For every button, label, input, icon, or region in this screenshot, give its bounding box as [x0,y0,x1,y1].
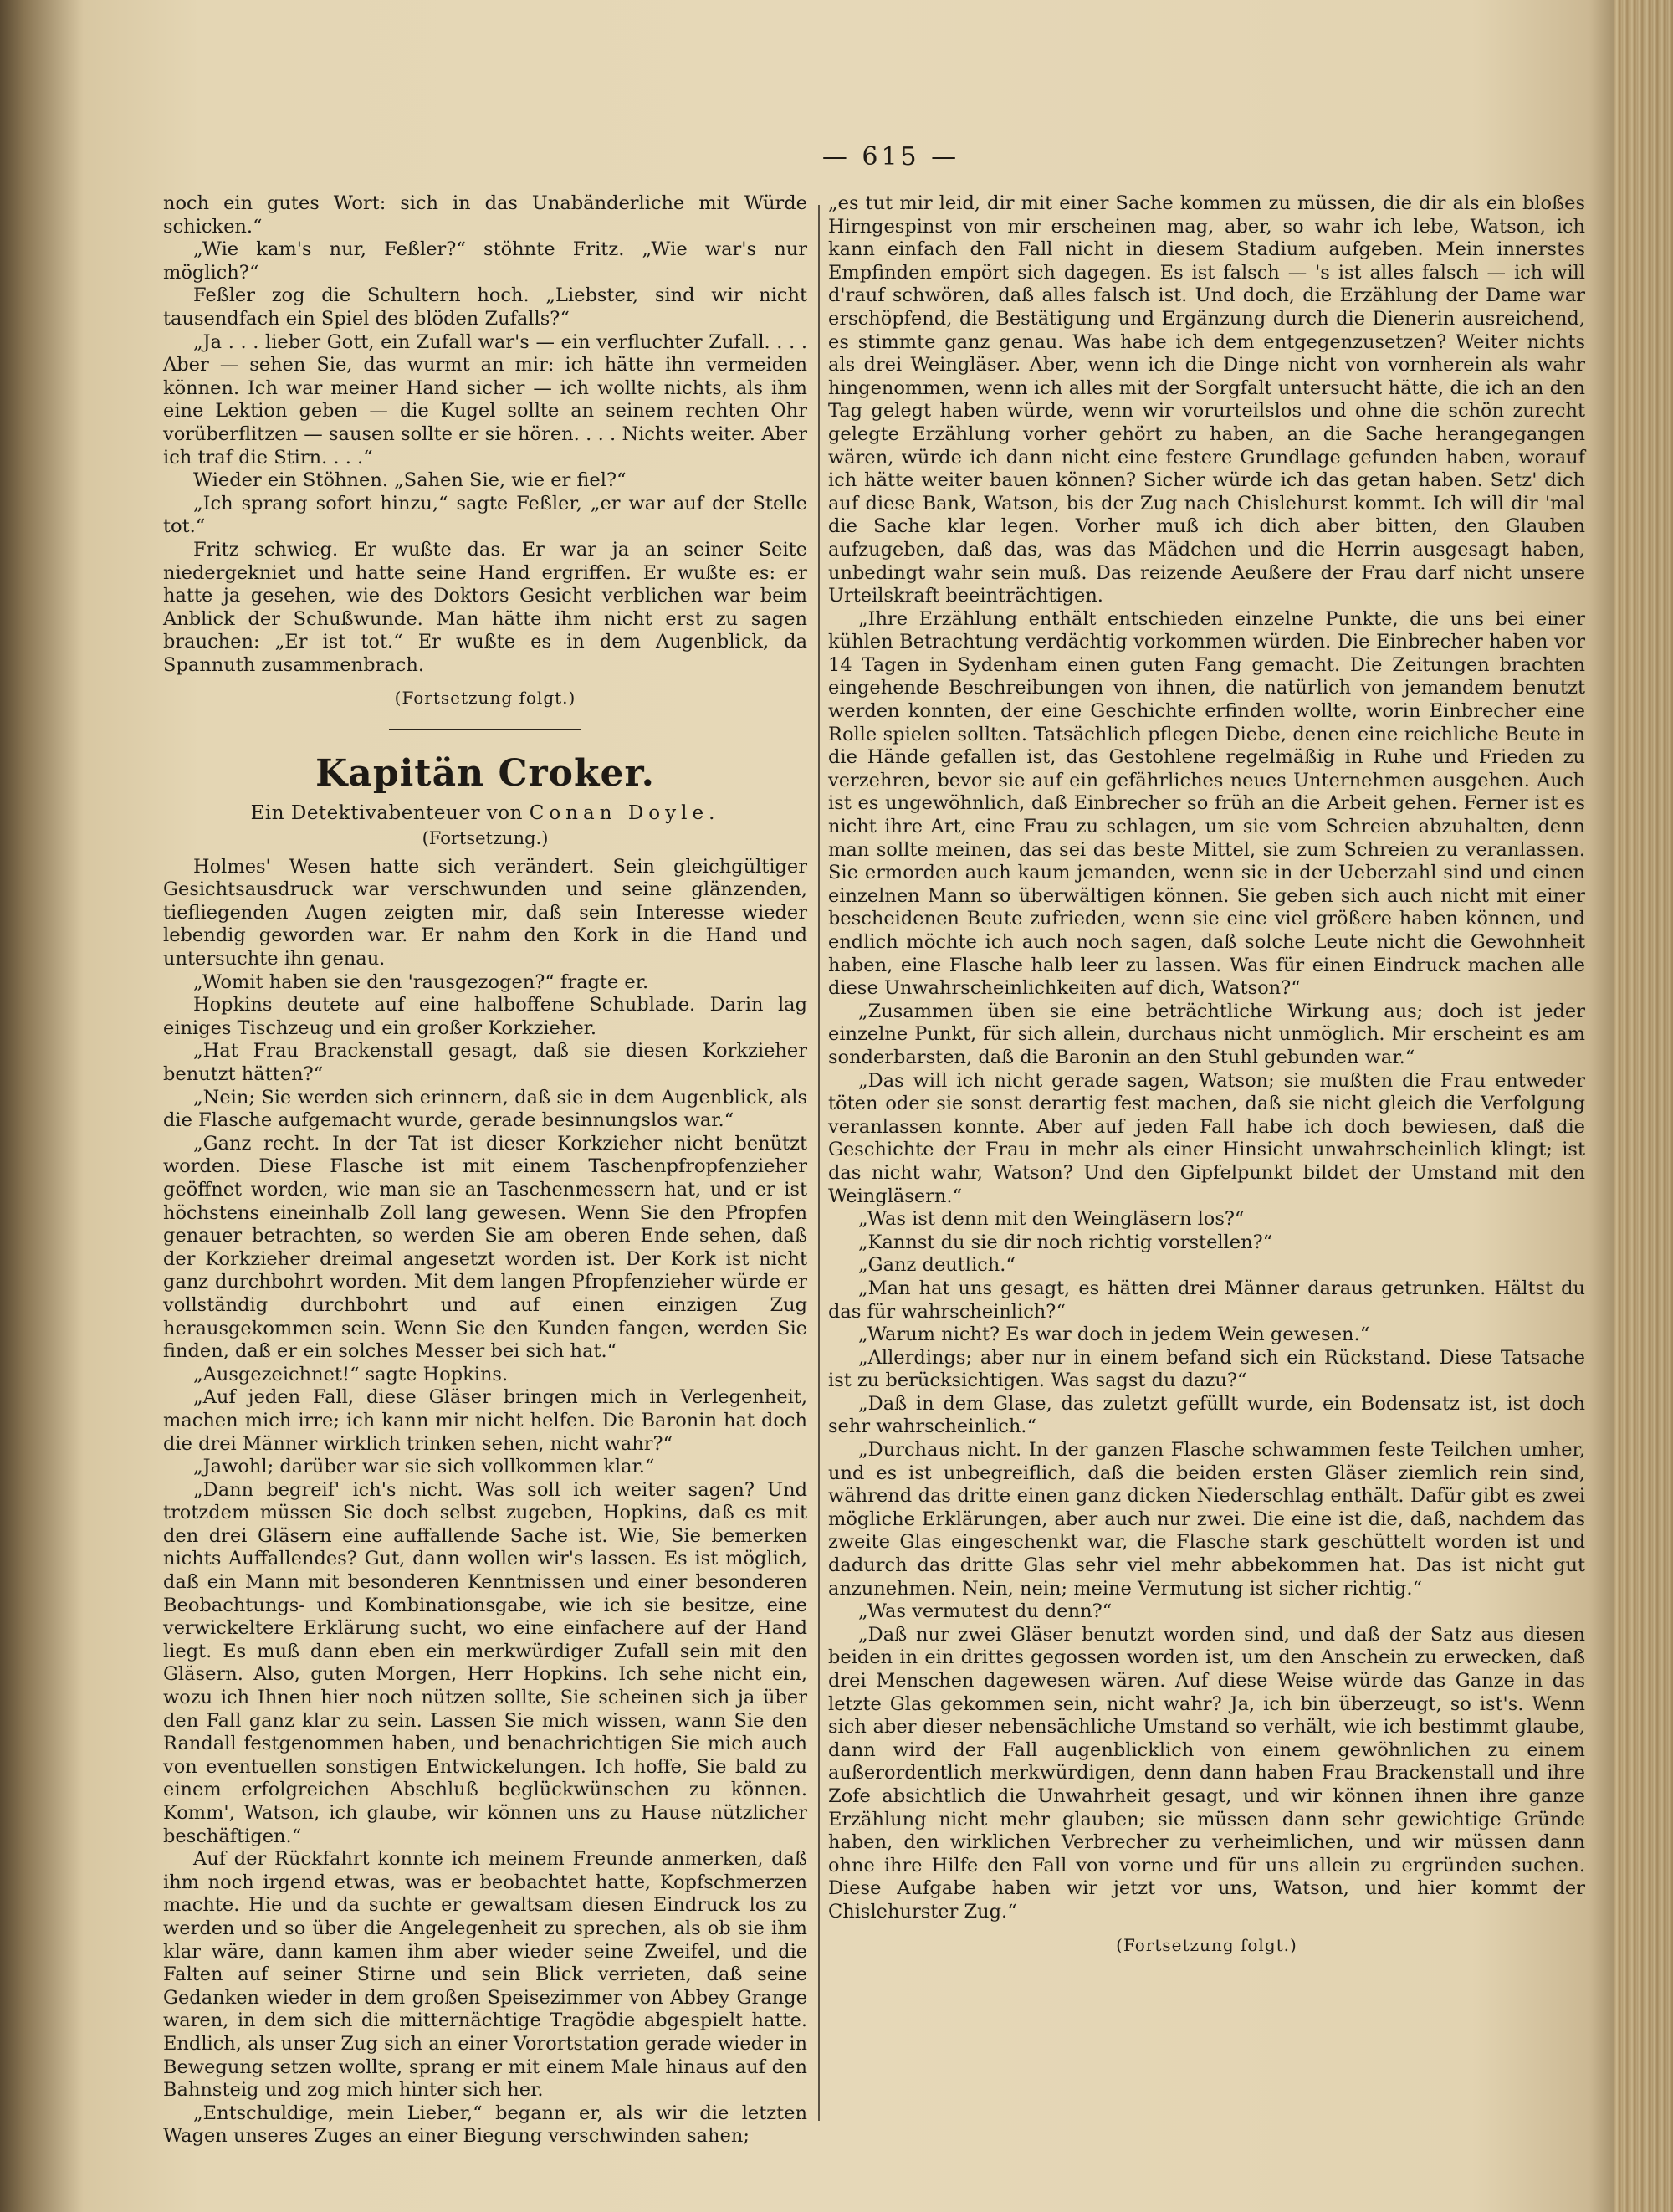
paragraph: „Ganz deutlich.“ [858,1254,1016,1277]
continuation-note: (Fortsetzung folgt.) [394,688,576,709]
paragraph: „Dann begreif' ich's nicht. Was soll ich weiter sagen? Und trotzdem müssen Sie doch selbst zugeben, Hopkins, daß es mit den drei Gläsern eine auffallende Sache ist. Wie, Sie bemerken nichts Auffallendes? Gut, dann wollen wir's lassen. Es ist möglich, daß ein Mann mit besonderen Kenntnissen und einer besonderen Beobachtungs- und Kombinationsgabe, wie ich sie besitze, eine verwickeltere Erklärung sucht, wo eine einfachere auf der Hand liegt. Es muß dann eben ein merkwürdiger Zufall sein mit den Gläsern. Also, guten Morgen, Herr Hopkins. Ich sehe nicht ein, wozu ich Ihnen hier noch nützen sollte, Sie scheinen sich ja über den Fall ganz klar zu sein. Lassen Sie mich wissen, wann Sie den Randall festgenommen haben, und benachrichtigen Sie mich auch von eventuellen sonstigen Entwickelungen. Ich hoffe, Sie bald zu einem erfolgreichen Abschluß beglückwünschen zu können. Komm', Watson, ich glaube, wir können uns zu Hause nützlicher beschäftigen.“ [163,1478,807,1847]
paragraph: Hopkins deutete auf eine halboffene Schublade. Darin lag einiges Tischzeug und ein großer Korkzieher. [163,994,807,1039]
paragraph: „Ich sprang sofort hinzu,“ sagte Feßler, „er war auf der Stelle tot.“ [163,492,807,538]
paragraph: „es tut mir leid, dir mit einer Sache kommen zu müssen, die dir als ein bloßes Hirngespinst von mir erscheinen mag, aber, so wahr ich lebe, Watson, ich kann einfach den Fall nicht in diesem Stadium aufgeben. Mein innerstes Empfinden empört sich dagegen. Es ist falsch — 's ist alles falsch — ich will d'rauf schwören, daß alles falsch ist. Und doch, die Erzählung der Dame war erschöpfend, die Bestätigung und Ergänzung durch die Dienerin ausreichend, es stimmte ganz genau. Was habe ich dem entgegenzusetzen? Weiter nichts als drei Weingläser. Aber, wenn ich die Dinge nicht von vornherein als wahr hingenommen, wenn ich alles mit der Sorgfalt untersucht hätte, die ich an den Tag gelegt haben würde, wenn wir vorurteilslos und ohne die schön zurecht gelegte Erzählung vorher gehört zu haben, an die Sache herangegangen wären, würde ich dann nicht eine festere Grundlage gefunden haben, worauf ich hätte weiter bauen können? Sicher würde ich das getan haben. Setz' dich auf diese Bank, Watson, bis der Zug nach Chislehurst kommt. Ich will dir 'mal die Sache klar legen. Vorher muß ich dich aber bitten, den Glauben aufzugeben, daß das, was das Mädchen und die Herrin ausgesagt haben, unbedingt wahr sein muß. Das reizende Aeußere der Frau darf nicht unsere Urteilskraft beeinträchtigen. [828,192,1585,607]
paragraph: „Auf jeden Fall, diese Gläser bringen mich in Verlegenheit, machen mich irre; ich kann mir nicht helfen. Die Baronin hat doch die drei Männer wirklich trinken sehen, nicht wahr?“ [163,1386,807,1455]
paragraph: Auf der Rückfahrt konnte ich meinem Freunde anmerken, daß ihm noch irgend etwas, was er beobachtet hatte, Kopfschmerzen machte. Hie und da suchte er gewaltsam diesen Eindruck los zu werden und so über die Angelegenheit zu sprechen, als ob sie ihm klar wäre, dann kamen ihm aber wieder seine Zweifel, und die Falten auf seiner Stirne und sein Blick verrieten, daß seine Gedanken wieder in dem großen Speisezimmer von Abbey Grange waren, in dem sich die mitternächtige Tragödie abgespielt hatte. Endlich, als unser Zug sich an einer Vorortstation gerade wieder in Bewegung setzen wollte, sprang er mit einem Male hinaus auf den Bahnsteig und zog mich hinter sich her. [163,1848,807,2102]
column-rule [818,205,820,2121]
subtitle-prefix: Ein Detektivabenteuer von [250,802,523,825]
paragraph: „Was vermutest du denn?“ [858,1600,1113,1623]
previous-story-ending [163,192,807,677]
paragraph: „Man hat uns gesagt, es hätten drei Männer daraus getrunken. Hältst du das für wahrscheinlich?“ [828,1277,1585,1323]
paragraph: „Ausgezeichnet!“ sagte Hopkins. [193,1363,509,1385]
book-spine-edge [1614,0,1673,2212]
paragraph: „Das will ich nicht gerade sagen, Watson; sie mußten die Frau entweder töten oder sie sonst derartig fest machen, daß sie nicht gleich die Verfolgung veranlassen konnte. Aber auf jeden Fall habe ich doch bewiesen, daß die Geschichte der Frau in mehr als einer Hinsicht unwahrscheinlich klingt; ist das nicht wahr, Watson? Und den Gipfelpunkt bildet der Umstand mit den Weingläsern.“ [828,1069,1585,1207]
paragraph: „Ganz recht. In der Tat ist dieser Korkzieher nicht benützt worden. Diese Flasche ist mit einem Taschenpfropfenzieher geöffnet worden, wie man sie an Taschenmessern hat, und er ist höchstens eineinhalb Zoll lang gewesen. Wenn Sie den Pfropfen genauer betrachten, so werden Sie am oberen Ende sehen, daß der Korkzieher dreimal angesetzt worden ist. Der Kork ist nicht ganz durchbohrt worden. Mit dem langen Pfropfenzieher würde er vollständig durchbohrt und auf einen einzigen Zug herausgekommen sein. Wenn Sie den Kunden fangen, werden Sie finden, daß er ein solches Messer bei sich hat.“ [163,1132,807,1363]
paragraph: Wieder ein Stöhnen. „Sahen Sie, wie er fiel?“ [193,469,627,492]
paragraph: „Daß in dem Glase, das zuletzt gefüllt wurde, ein Bodensatz ist, ist doch sehr wahrscheinlich.“ [828,1392,1585,1438]
paragraph: „Daß nur zwei Gläser benutzt worden sind, und daß der Satz aus diesen beiden in ein drittes gegossen worden ist, um den Anschein zu erwecken, daß drei Menschen dagewesen wären. Auf diese Weise würde das Ganze in das letzte Glas gekommen sein, nicht wahr? Ja, ich bin überzeugt, so ist's. Wenn sich aber dieser nebensächliche Umstand so verhält, wie ich bestimmt glaube, dann wird der Fall augenblicklich von einem gewöhnlichen zu einem außerordentlich merkwürdigen, denn dann haben Frau Brackenstall und ihre Zofe absichtlich die Unwahrheit gesagt, und wir können ihnen ihre ganze Erzählung nicht mehr glauben; sie müssen dann sehr gewichtige Gründe haben, den wirklichen Verbrecher zu verheimlichen, und wir müssen dann ohne ihre Hilfe den Fall von vorne und für uns allein zu ergründen suchen. Diese Aufgabe haben wir jetzt vor uns, Watson, und hier kommt der Chislehurster Zug.“ [828,1623,1585,1923]
paragraph: „Allerdings; aber nur in einem befand sich ein Rückstand. Diese Tatsache ist zu berücksichtigen. Was sagst du dazu?“ [828,1346,1585,1392]
paragraph: „Was ist denn mit den Weingläsern los?“ [858,1208,1245,1231]
paragraph: „Warum nicht? Es war doch in jedem Wein gewesen.“ [858,1324,1370,1346]
paragraph: „Durchaus nicht. In der ganzen Flasche schwammen feste Teilchen umher, und es ist unbegreiflich, daß die beiden ersten Gläser ziemlich rein sind, während das dritte einen ganz dicken Niederschlag enthält. Dafür gibt es zwei mögliche Erklärungen, aber auch nur zwei. Die eine ist die, daß, nachdem das zweite Glas eingeschenkt war, die Flasche stark geschüttelt worden ist und dadurch das dritte Glas sehr viel mehr abbekommen hat. Das ist nicht gut anzunehmen. Nein, nein; meine Vermutung ist sicher richtig.“ [828,1439,1585,1600]
section-divider [389,729,581,730]
paragraph: „Nein; Sie werden sich erinnern, daß sie in dem Augenblick, als die Flasche aufgemacht wurde, gerade besinnungslos war.“ [163,1086,807,1132]
paragraph: „Hat Frau Brackenstall gesagt, daß sie diesen Korkzieher benutzt hätten?“ [163,1040,807,1085]
story-continuation-tag: (Fortsetzung.) [422,828,549,849]
paragraph: „Jawohl; darüber war sie sich vollkommen klar.“ [193,1456,655,1478]
author-name: Conan Doyle. [529,802,720,825]
newspaper-page [163,125,1619,2148]
story-subtitle [163,801,807,826]
paragraph: „Womit haben sie den 'rausgezogen?“ fragte er. [193,970,649,993]
story-text-left [163,856,807,2148]
paragraph: „Ihre Erzählung enthält entschieden einzelne Punkte, die uns bei einer kühlen Betrachtung verdächtig vorkommen würden. Die Einbrecher haben vor 14 Tagen in Sydenham einen guten Fang gemacht. Die Zeitungen brachten eingehende Beschreibungen von ihnen, die natürlich von jemandem benutzt werden konnten, der eine Geschichte erfinden wollte, worin Einbrecher eine Rolle spielen sollten. Tatsächlich pflegen Diebe, denen eine reichliche Beute in die Hände gefallen ist, das Gestohlene regelmäßig in Ruhe und Frieden zu verzehren, bevor sie auf ein gefährliches neues Unternehmen ausgehen. Auch ist es ungewöhnlich, daß Einbrecher so früh an die Arbeit gehen. Ferner ist es nicht ihre Art, eine Frau zu schlagen, um sie vom Schreien abzuhalten, denn man sollte meinen, das sei das beste Mittel, sie zum Schreien zu veranlassen. Sie ermorden auch kaum jemanden, wenn sie in der Ueberzahl sind und einen einzelnen Mann so überwältigen können. Sie geben sich auch nicht mit einer bescheidenen Beute zufrieden, wenn sie eine viel größere haben können, und endlich möchte ich auch noch sagen, daß solche Leute nicht die Gewohnheit haben, eine Flasche halb leer zu lassen. Was für einen Eindruck machen alle diese Unwahrscheinlichkeiten auf dich, Watson?“ [828,607,1585,1000]
continuation-note: (Fortsetzung folgt.) [1116,1934,1297,1955]
story-headline: Kapitän Croker. [315,752,655,796]
right-column [828,192,1585,1975]
paragraph: Fritz schwieg. Er wußte das. Er war ja an seiner Seite niedergekniet und hatte seine Hand ergriffen. Er wußte es: er hatte ja gesehen, wie des Doktors Gesicht verblichen war beim Anblick der Schußwunde. Man hätte ihm nicht erst zu sagen brauchen: „Er ist tot.“ Er wußte es in dem Augenblick, da Spannuth zusammenbrach. [163,538,807,676]
paragraph: Feßler zog die Schultern hoch. „Liebster, sind wir nicht tausendfach ein Spiel des blöden Zufalls?“ [163,284,807,330]
paragraph: „Zusammen üben sie eine beträchtliche Wirkung aus; doch ist jeder einzelne Punkt, für sich allein, durchaus nicht unmöglich. Mir erscheint es am sonderbarsten, daß die Baronin an den Stuhl gebunden war.“ [828,1000,1585,1068]
paragraph: „Ja . . . lieber Gott, ein Zufall war's — ein verfluchter Zufall. . . . Aber — sehen Sie, das wurmt an mir: ich hätte ihn vermeiden können. Ich war meiner Hand sicher — ich wollte nichts, als ihm eine Lektion geben — die Kugel sollte an seinem rechten Ohr vorüberflitzen — sausen sollte er sie hören. . . . Nichts weiter. Aber ich traf die Stirn. . . .“ [163,330,807,469]
paragraph: Holmes' Wesen hatte sich verändert. Sein gleichgültiger Gesichtsausdruck war verschwunden und seine glänzenden, tiefliegenden Augen zeigten mir, daß sein Interesse wieder lebendig geworden war. Er nahm den Kork in die Hand und untersuchte ihn genau. [163,855,807,970]
paragraph: noch ein gutes Wort: sich in das Unabänderliche mit Würde schicken.“ [163,192,807,238]
page-number: — 615 — [821,142,960,172]
paragraph: „Entschuldige, mein Lieber,“ begann er, als wir die letzten Wagen unseres Zuges an einer Biegung verschwinden sahen; [163,2102,807,2148]
paragraph: „Wie kam's nur, Feßler?“ stöhnte Fritz. „Wie war's nur möglich?“ [163,238,807,284]
left-column [163,192,807,2148]
paragraph: „Kannst du sie dir noch richtig vorstellen?“ [858,1231,1273,1253]
